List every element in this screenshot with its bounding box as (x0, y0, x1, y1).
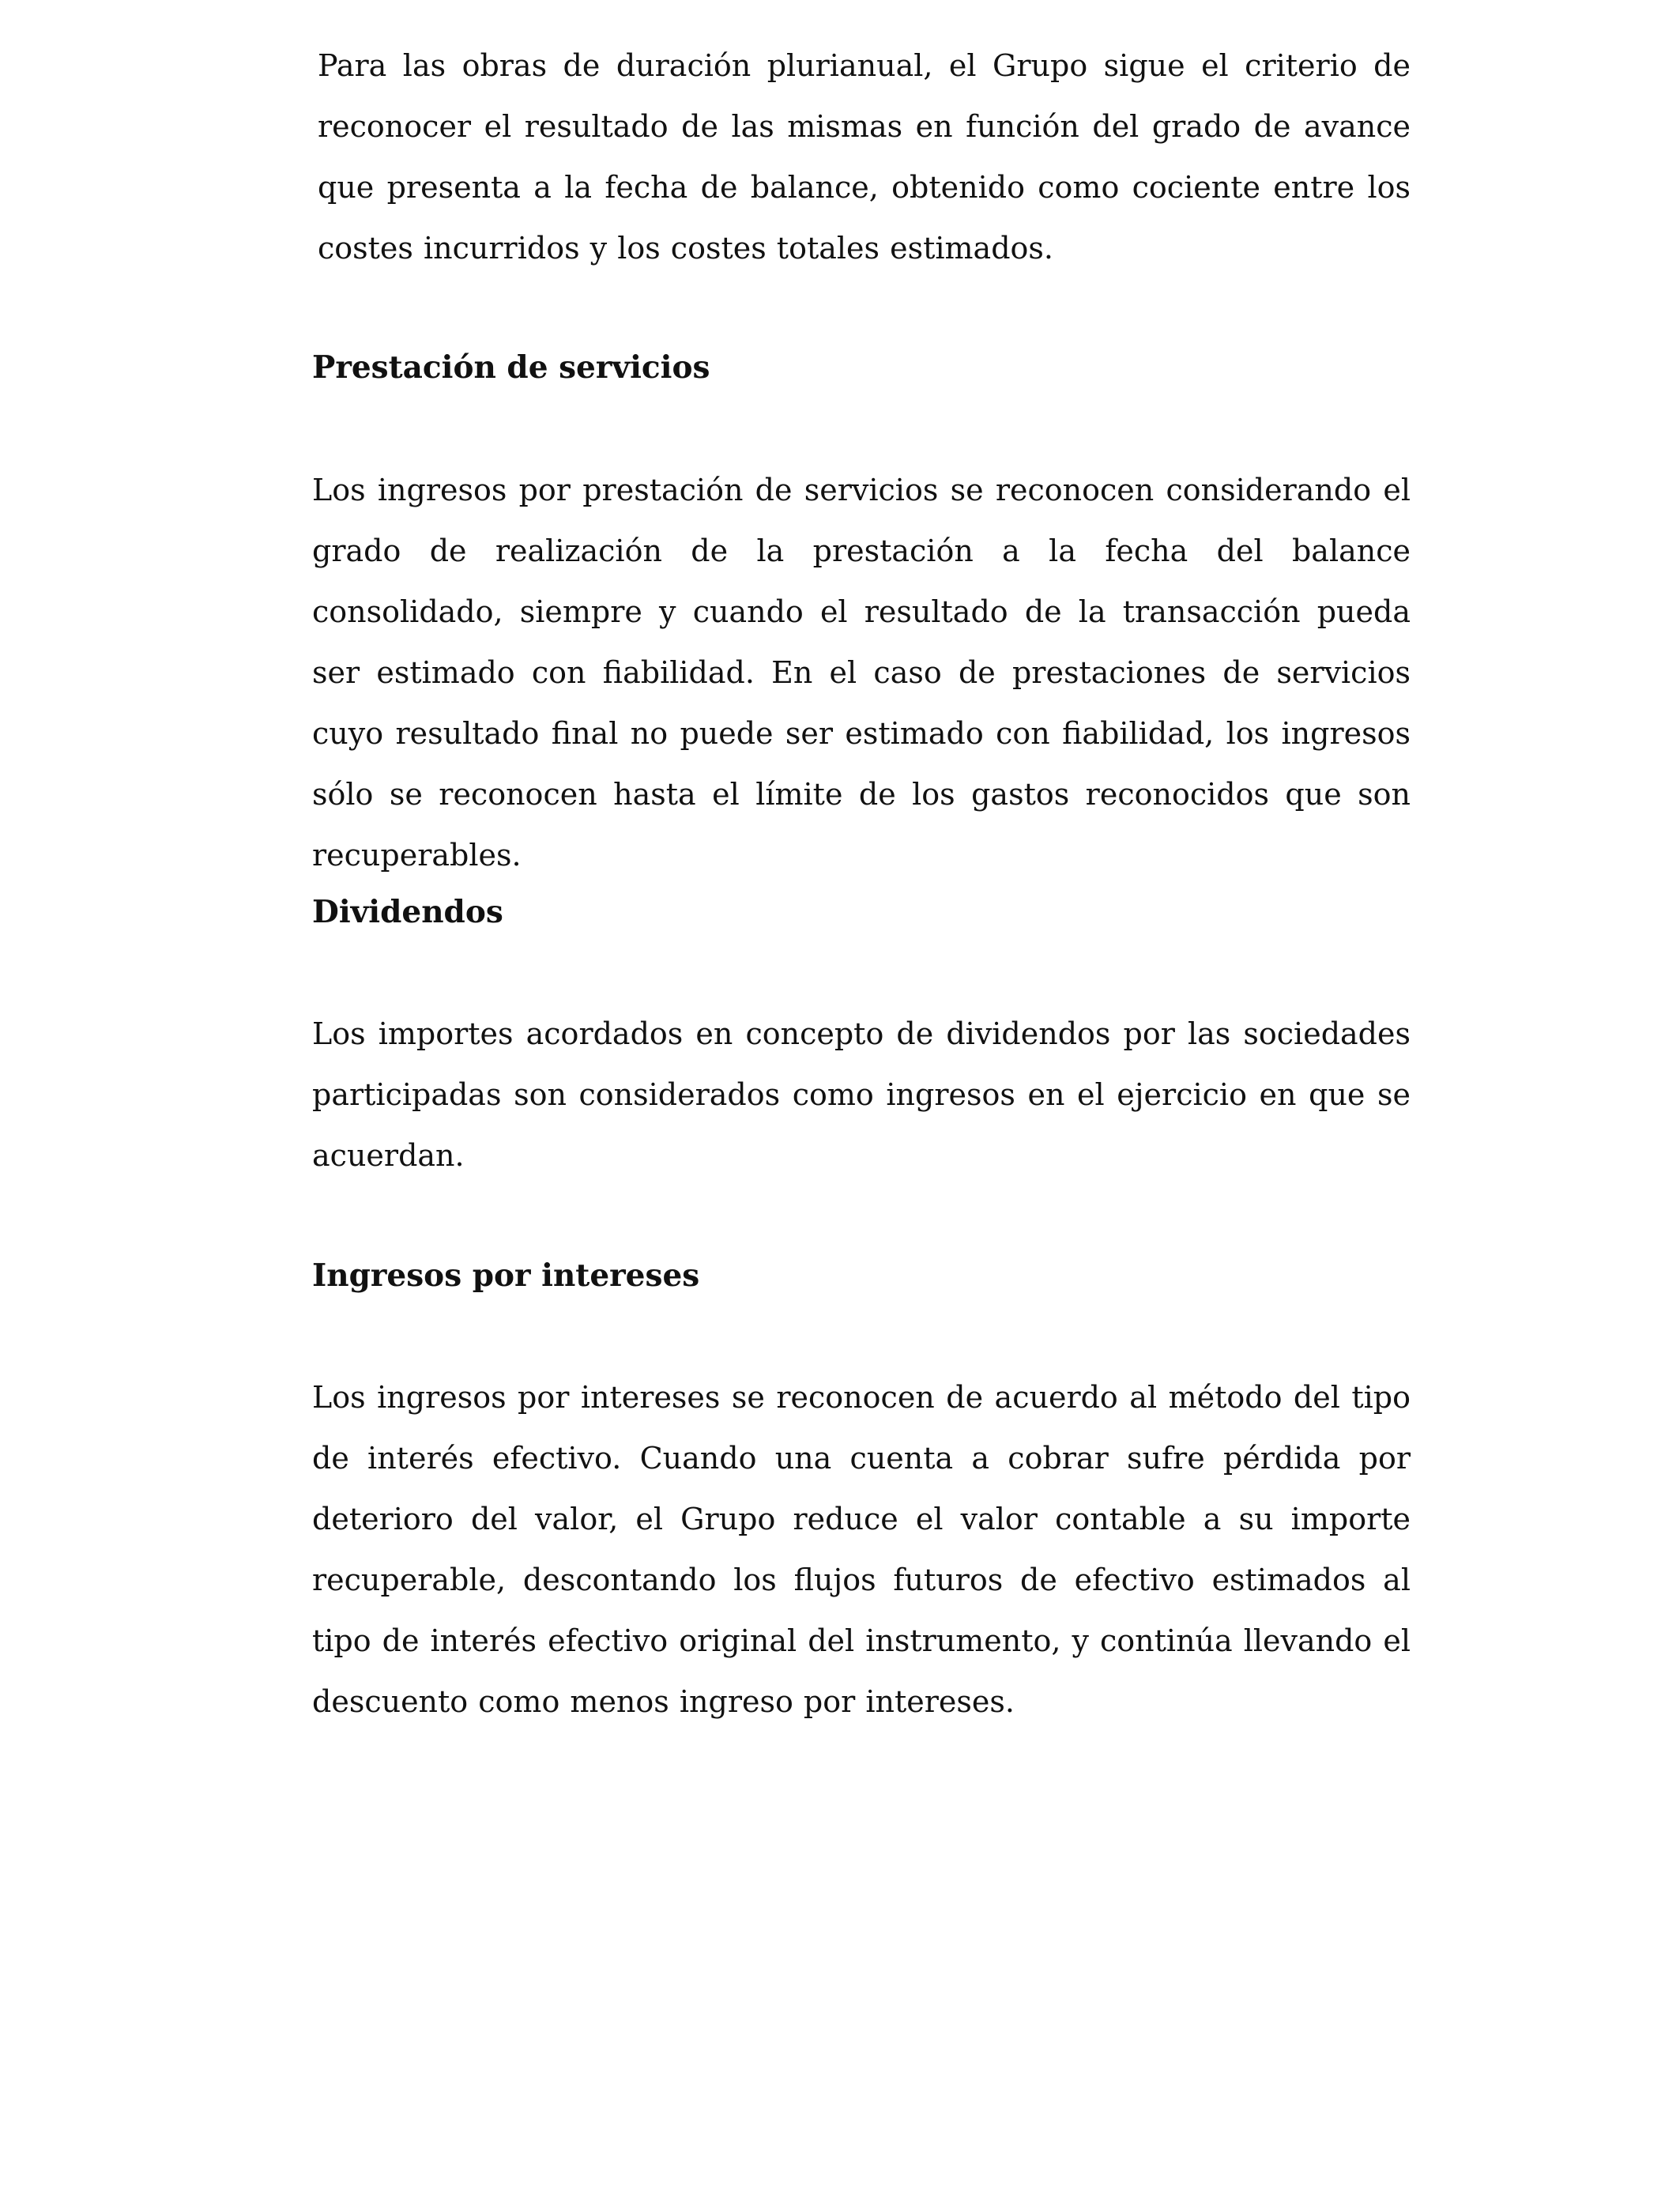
heading-ingresos-intereses: Ingresos por intereses (312, 1257, 700, 1294)
paragraph-dividendos: Los importes acordados en concepto de dividendos por las sociedades participadas son considerados como ingresos en el ejercicio en que se acuerdan. (312, 1016, 1411, 1173)
heading-prestacion-servicios: Prestación de servicios (312, 349, 710, 386)
heading-dividendos: Dividendos (312, 894, 503, 930)
paragraph-obras-plurianuales: Para las obras de duración plurianual, el Grupo sigue el criterio de reconocer el resultado de las mismas en función del grado de avance que presenta a la fecha de balance, obtenido como cociente entre los costes incurridos y los costes totales estimados. (318, 48, 1411, 266)
paragraph-prestacion-servicios: Los ingresos por prestación de servicios se reconocen considerando el grado de realización de la prestación a la fecha del balance consolidado, siempre y cuando el resultado de la transacción pueda ser estimado con fiabilidad. En el caso de prestaciones de servicios cuyo resultado final no puede ser estimado con fiabilidad, los ingresos sólo se reconocen hasta el límite de los gastos reconocidos que son recuperables. (312, 473, 1411, 873)
paragraph-ingresos-intereses: Los ingresos por intereses se reconocen de acuerdo al método del tipo de interés efectivo. Cuando una cuenta a cobrar sufre pérdida por deterioro del valor, el Grupo reduce el valor contable a su importe recuperable, descontando los flujos futuros de efectivo estimados al tipo de interés efectivo original del instrumento, y continúa llevando el descuento como menos ingreso por intereses. (312, 1380, 1411, 1719)
